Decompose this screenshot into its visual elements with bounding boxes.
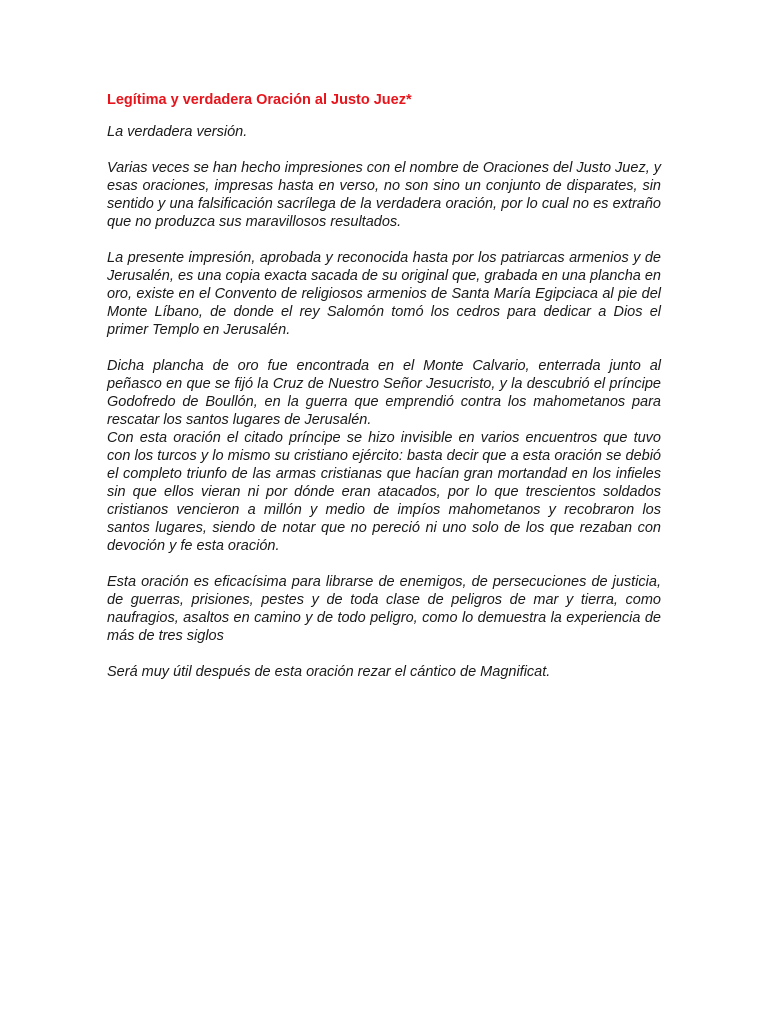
paragraph-efficacy: Esta oración es eficacísima para librarse de enemigos, de persecuciones de justicia, de guerras, prisiones, pestes y de toda clase de peligros de mar y tierra, como naufragios, asaltos en camino y de todo peligro, como lo demuestra la experiencia de más de tres siglos: [107, 574, 661, 644]
paragraph-discovery: Dicha plancha de oro fue encontrada en el Monte Calvario, enterrada junto al peñasco en que se fijó la Cruz de Nuestro Señor Jesucristo, y la descubrió el príncipe Godofredo de Boullón, en la guerra que emprendió contra los mahometanos para rescatar los santos lugares de Jerusalén.: [107, 358, 661, 428]
document-page: [107, 91, 661, 699]
paragraph-intro: Varias veces se han hecho impresiones con el nombre de Oraciones del Justo Juez, y esas oraciones, impresas hasta en verso, no son sino un conjunto de disparates, sin sentido y una falsificación sacrílega de la verdadera oración, por lo cual no es extraño que no produzca sus maravillosos resultados.: [107, 160, 661, 230]
document-title: Legítima y verdadera Oración al Justo Juez*: [107, 92, 412, 108]
paragraph-origin: La presente impresión, aprobada y reconocida hasta por los patriarcas armenios y de Jerusalén, es una copia exacta sacada de su original que, grabada en una plancha en oro, existe en el Convento de religiosos armenios de Santa María Egipciaca al pie del Monte Líbano, de donde el rey Salomón tomó los cedros para dedicar a Dios el primer Templo en Jerusalén.: [107, 250, 661, 338]
paragraph-closing: Será muy útil después de esta oración rezar el cántico de Magnificat.: [107, 664, 551, 680]
document-subtitle: La verdadera versión.: [107, 124, 248, 140]
paragraph-history: Con esta oración el citado príncipe se hizo invisible en varios encuentros que tuvo con los turcos y lo mismo su cristiano ejército: basta decir que a esta oración se debió el completo triunfo de las armas cristianas que hacían gran mortandad en los infieles sin que ellos vieran ni por dónde eran atacados, por lo que trescientos soldados cristianos vencieron a millón y medio de impíos mahometanos y recobraron los santos lugares, siendo de notar que no pereció ni uno solo de los que rezaban con devoción y fe esta oración.: [107, 430, 661, 554]
